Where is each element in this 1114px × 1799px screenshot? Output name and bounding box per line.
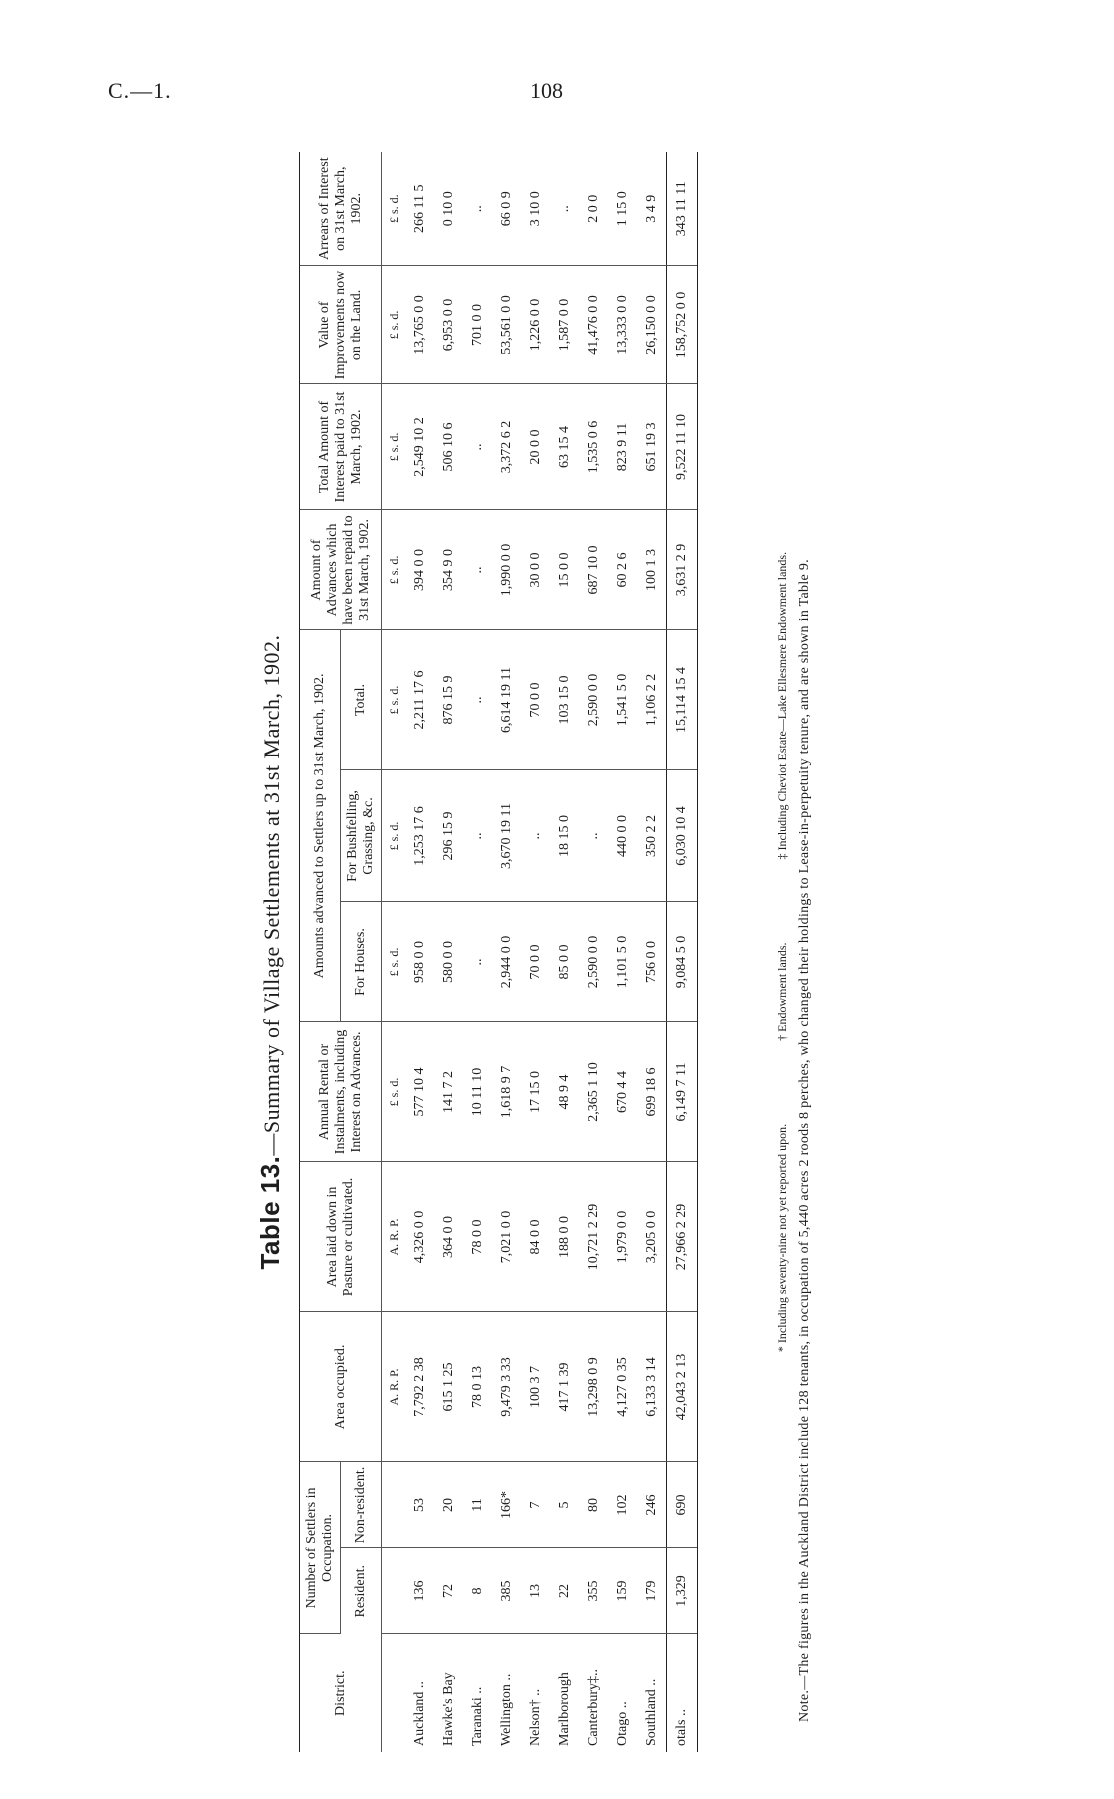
cell-rental: 670 4 4 [608, 1022, 637, 1162]
cell-repaid: .. [463, 510, 492, 630]
cell-arrears: 2 0 0 [579, 152, 608, 266]
cell-laid: 7,021 0 0 [492, 1162, 521, 1312]
unit-money: £ s. d. [382, 510, 406, 630]
cell-improvements: 1,587 0 0 [550, 266, 579, 384]
cell-bush: 6,030 10 4 [667, 770, 698, 902]
cell-arrears: 1 15 0 [608, 152, 637, 266]
cell-improvements: 26,150 0 0 [637, 266, 667, 384]
cell-total: 876 15 9 [434, 630, 463, 770]
cell-bush: .. [463, 770, 492, 902]
header-interest-paid: Total Amount of Interest paid to 31st March, 1902. [300, 384, 382, 510]
cell-repaid: 354 9 0 [434, 510, 463, 630]
cell-non-resident: 102 [608, 1462, 637, 1548]
cell-total: 2,590 0 0 [579, 630, 608, 770]
header-annual-rental: Annual Rental or Instalments, including Interest on Advances. [300, 1022, 382, 1162]
cell-non-resident: 11 [463, 1462, 492, 1548]
cell-repaid: 687 10 0 [579, 510, 608, 630]
cell-bush: 18 15 0 [550, 770, 579, 902]
cell-area: 6,133 3 14 [637, 1312, 667, 1462]
cell-district: otals .. [667, 1634, 698, 1752]
cell-houses: 756 0 0 [637, 902, 667, 1022]
cell-rental: 141 7 2 [434, 1022, 463, 1162]
cell-repaid: 100 1 3 [637, 510, 667, 630]
cell-laid: 364 0 0 [434, 1162, 463, 1312]
header-repaid: Amount of Advances which have been repaid to 31st March, 1902. [300, 510, 382, 630]
cell-improvements: 41,476 0 0 [579, 266, 608, 384]
cell-interest: 506 10 6 [434, 384, 463, 510]
page-number: 108 [530, 78, 563, 103]
unit-money: £ s. d. [382, 1022, 406, 1162]
rotated-table-block [255, 152, 815, 1752]
cell-repaid: 394 0 0 [405, 510, 434, 630]
cell-interest: 651 19 3 [637, 384, 667, 510]
page-reference: C.—1. [108, 78, 172, 103]
cell-district: Taranaki .. [469, 1686, 485, 1746]
cell-improvements: 158,752 0 0 [667, 266, 698, 384]
cell-interest: 3,372 6 2 [492, 384, 521, 510]
footnote-dagger: † Endowment lands. [775, 942, 789, 1041]
cell-rental: 699 18 6 [637, 1022, 667, 1162]
cell-bush: 440 0 0 [608, 770, 637, 902]
header-for-houses: For Houses. [341, 902, 382, 1022]
cell-resident: 1,329 [667, 1548, 698, 1634]
cell-non-resident: 246 [637, 1462, 667, 1548]
cell-non-resident: 20 [434, 1462, 463, 1548]
header-non-resident: Non-resident. [341, 1462, 382, 1548]
cell-arrears: 66 0 9 [492, 152, 521, 266]
cell-houses: 70 0 0 [521, 902, 550, 1022]
cell-houses: 85 0 0 [550, 902, 579, 1022]
cell-arrears: .. [550, 152, 579, 266]
cell-rental: 17 15 0 [521, 1022, 550, 1162]
cell-area: 615 1 25 [434, 1312, 463, 1462]
cell-improvements: 53,561 0 0 [492, 266, 521, 384]
cell-repaid: 15 0 0 [550, 510, 579, 630]
table-row [550, 152, 579, 1752]
cell-non-resident: 7 [521, 1462, 550, 1548]
cell-area: 13,298 0 9 [579, 1312, 608, 1462]
cell-laid: 4,326 0 0 [405, 1162, 434, 1312]
cell-arrears: 266 11 5 [405, 152, 434, 266]
cell-interest: 20 0 0 [521, 384, 550, 510]
cell-resident: 136 [405, 1548, 434, 1634]
header-improvements: Value of Improvements now on the Land. [300, 266, 382, 384]
cell-repaid: 60 2 6 [608, 510, 637, 630]
table-row [463, 152, 492, 1752]
cell-laid: 3,205 0 0 [637, 1162, 667, 1312]
table-row [434, 152, 463, 1752]
cell-arrears: 3 10 0 [521, 152, 550, 266]
cell-improvements: 13,333 0 0 [608, 266, 637, 384]
totals-row [667, 152, 698, 1752]
cell-area: 4,127 0 35 [608, 1312, 637, 1462]
cell-district: Canterbury‡.. [585, 1669, 601, 1746]
cell-laid: 10,721 2 29 [579, 1162, 608, 1312]
cell-arrears: 0 10 0 [434, 152, 463, 266]
cell-district: Auckland .. [411, 1681, 427, 1746]
table-note: Note.—The figures in the Auckland District include 128 tenants, in occupation of 5,440 acres 2 roods 8 perches, who changed their holdings to Lease-in-perpetuity tenure, and are shown in Table 9. [797, 559, 812, 1722]
header-area-laid: Area laid down in Pasture or cultivated. [300, 1162, 382, 1312]
cell-resident: 159 [608, 1548, 637, 1634]
cell-bush: 296 15 9 [434, 770, 463, 902]
cell-total: 103 15 0 [550, 630, 579, 770]
cell-district: Otago .. [614, 1701, 630, 1746]
unit-money: £ s. d. [382, 630, 406, 770]
table-row [608, 152, 637, 1752]
cell-total: 70 0 0 [521, 630, 550, 770]
cell-rental: 577 10 4 [405, 1022, 434, 1162]
cell-non-resident: 53 [405, 1462, 434, 1548]
cell-district: Hawke's Bay [440, 1672, 456, 1746]
village-settlements-table [299, 152, 698, 1752]
table-title [255, 152, 286, 1752]
header-advances: Amounts advanced to Settlers up to 31st March, 1902. [300, 630, 341, 1022]
table-body [405, 152, 698, 1752]
cell-repaid: 3,631 2 9 [667, 510, 698, 630]
cell-improvements: 701 0 0 [463, 266, 492, 384]
cell-interest: 63 15 4 [550, 384, 579, 510]
cell-bush: 350 2 2 [637, 770, 667, 902]
cell-repaid: 1,990 0 0 [492, 510, 521, 630]
cell-area: 100 3 7 [521, 1312, 550, 1462]
cell-houses: 958 0 0 [405, 902, 434, 1022]
table-row [405, 152, 434, 1752]
cell-houses: 2,590 0 0 [579, 902, 608, 1022]
cell-rental: 48 9 4 [550, 1022, 579, 1162]
cell-arrears: 343 11 11 [667, 152, 698, 266]
cell-resident: 179 [637, 1548, 667, 1634]
cell-non-resident: 80 [579, 1462, 608, 1548]
cell-laid: 84 0 0 [521, 1162, 550, 1312]
cell-non-resident: 5 [550, 1462, 579, 1548]
cell-total: 1,541 5 0 [608, 630, 637, 770]
table-row [637, 152, 667, 1752]
cell-total: 15,114 15 4 [667, 630, 698, 770]
cell-bush: .. [521, 770, 550, 902]
header-arrears: Arrears of Interest on 31st March, 1902. [300, 152, 382, 266]
header-settlers: Number of Settlers in Occupation. [300, 1462, 341, 1634]
unit-money: £ s. d. [382, 266, 406, 384]
table-row [579, 152, 608, 1752]
unit-money: £ s. d. [382, 152, 406, 266]
cell-improvements: 13,765 0 0 [405, 266, 434, 384]
footnote-double-dagger: ‡ Including Cheviot Estate—Lake Ellesmere Endowment lands. [775, 551, 789, 860]
cell-rental: 2,365 1 10 [579, 1022, 608, 1162]
cell-rental: 1,618 9 7 [492, 1022, 521, 1162]
cell-area: 78 0 13 [463, 1312, 492, 1462]
cell-district: Nelson† .. [527, 1688, 543, 1746]
cell-interest: 9,522 11 10 [667, 384, 698, 510]
cell-district: Marlborough [556, 1672, 572, 1746]
cell-houses: 2,944 0 0 [492, 902, 521, 1022]
cell-houses: 1,101 5 0 [608, 902, 637, 1022]
cell-total: 1,106 2 2 [637, 630, 667, 770]
cell-bush: 1,253 17 6 [405, 770, 434, 902]
cell-improvements: 6,953 0 0 [434, 266, 463, 384]
footnotes [775, 152, 790, 1752]
cell-district: Wellington .. [498, 1673, 514, 1746]
cell-houses: .. [463, 902, 492, 1022]
unit-area: A. R. P. [382, 1162, 406, 1312]
cell-interest: 2,549 10 2 [405, 384, 434, 510]
cell-bush: .. [579, 770, 608, 902]
cell-total: 6,614 19 11 [492, 630, 521, 770]
cell-resident: 8 [463, 1548, 492, 1634]
cell-total: 2,211 17 6 [405, 630, 434, 770]
cell-district: Southland .. [643, 1678, 659, 1746]
cell-resident: 385 [492, 1548, 521, 1634]
cell-area: 7,792 2 38 [405, 1312, 434, 1462]
cell-rental: 10 11 10 [463, 1022, 492, 1162]
header-total: Total. [341, 630, 382, 770]
table-row [492, 152, 521, 1752]
cell-laid: 1,979 0 0 [608, 1162, 637, 1312]
table-row [521, 152, 550, 1752]
footnote-star: * Including seventy-nine not yet reported upon. [775, 1123, 789, 1353]
cell-interest: .. [463, 384, 492, 510]
header-area-occupied: Area occupied. [300, 1312, 382, 1462]
cell-laid: 78 0 0 [463, 1162, 492, 1312]
cell-resident: 355 [579, 1548, 608, 1634]
unit-money: £ s. d. [382, 902, 406, 1022]
cell-total: .. [463, 630, 492, 770]
cell-interest: 823 9 11 [608, 384, 637, 510]
cell-repaid: 30 0 0 [521, 510, 550, 630]
cell-arrears: .. [463, 152, 492, 266]
unit-area: A. R. P. [382, 1312, 406, 1462]
cell-non-resident: 690 [667, 1462, 698, 1548]
cell-arrears: 3 4 9 [637, 152, 667, 266]
cell-resident: 22 [550, 1548, 579, 1634]
header-for-bushfelling: For Bushfelling, Grassing, &c. [341, 770, 382, 902]
header-resident: Resident. [341, 1548, 382, 1634]
cell-improvements: 1,226 0 0 [521, 266, 550, 384]
header-district: District. [300, 1634, 382, 1752]
unit-money: £ s. d. [382, 770, 406, 902]
cell-area: 417 1 39 [550, 1312, 579, 1462]
cell-laid: 188 0 0 [550, 1162, 579, 1312]
cell-houses: 580 0 0 [434, 902, 463, 1022]
cell-area: 9,479 3 33 [492, 1312, 521, 1462]
cell-houses: 9,084 5 0 [667, 902, 698, 1022]
table-number: Table 13. [255, 1155, 285, 1270]
cell-resident: 13 [521, 1548, 550, 1634]
cell-bush: 3,670 19 11 [492, 770, 521, 902]
cell-area: 42,043 2 13 [667, 1312, 698, 1462]
cell-interest: 1,535 0 6 [579, 384, 608, 510]
cell-rental: 6,149 7 11 [667, 1022, 698, 1162]
cell-laid: 27,966 2 29 [667, 1162, 698, 1312]
cell-non-resident: 166* [492, 1462, 521, 1548]
unit-money: £ s. d. [382, 384, 406, 510]
cell-resident: 72 [434, 1548, 463, 1634]
table-title-text: —Summary of Village Settlements at 31st March, 1902. [259, 634, 284, 1156]
